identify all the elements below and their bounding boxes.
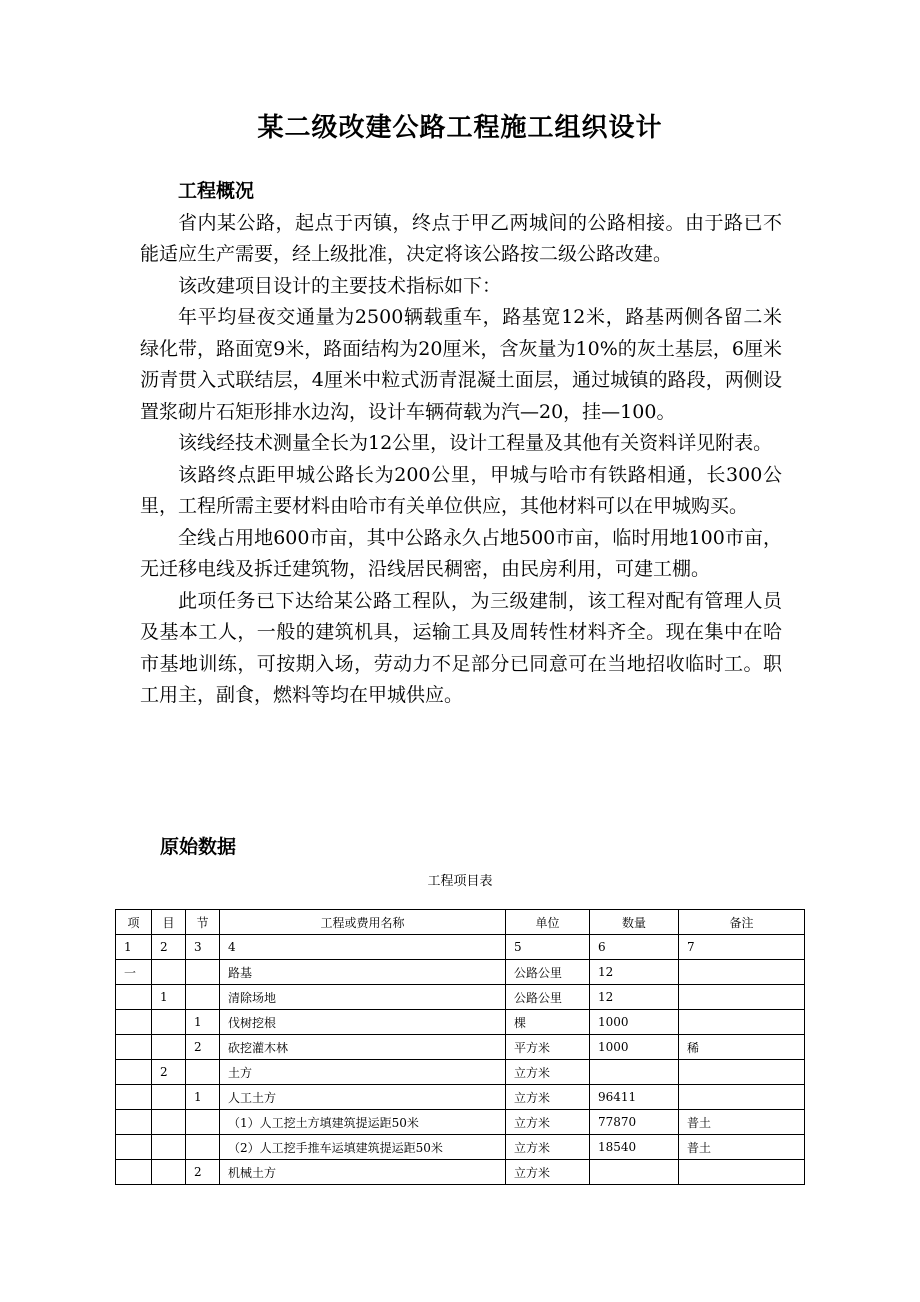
table-row xyxy=(116,1110,805,1135)
project-table xyxy=(115,909,805,1185)
paragraph: 该线经技术测量全长为12公里，设计工程量及其他有关资料详见附表。 xyxy=(178,432,773,454)
table-cell: 立方米 xyxy=(506,1160,590,1185)
table-row xyxy=(116,1135,805,1160)
table-cell: 12 xyxy=(590,985,679,1010)
table-cell: 清除场地 xyxy=(220,985,506,1010)
table-cell xyxy=(679,985,805,1010)
table-cell: （1）人工挖土方填建筑提运距50米 xyxy=(220,1110,506,1135)
table-cell xyxy=(679,1060,805,1085)
table-cell: 3 xyxy=(186,935,220,960)
table-cell xyxy=(116,1010,152,1035)
table-cell xyxy=(152,1160,186,1185)
table-cell: 普土 xyxy=(679,1110,805,1135)
table-cell: 2 xyxy=(152,1060,186,1085)
paragraph: 年平均昼夜交通量为2500辆载重车，路基宽12米，路基两侧各留二米绿化带，路面宽9米，路面结构为20厘米，含灰量为10%的灰土基层，6厘米沥青贯入式联结层，4厘米中粒式沥青混凝土面层，通过城镇的路段，两侧设置浆砌片石矩形排水边沟，设计车辆荷载为汽—20，挂—100。 xyxy=(140,306,782,423)
table-row xyxy=(116,1060,805,1085)
table-cell: 土方 xyxy=(220,1060,506,1085)
table-row xyxy=(116,1010,805,1035)
table-cell: 77870 xyxy=(590,1110,679,1135)
table-cell: 立方米 xyxy=(506,1110,590,1135)
table-cell xyxy=(116,1135,152,1160)
table-cell: 稀 xyxy=(679,1035,805,1060)
table-cell: 7 xyxy=(679,935,805,960)
document-title: 某二级改建公路工程施工组织设计 xyxy=(257,113,663,143)
table-cell: 一 xyxy=(116,960,152,985)
paragraph: 该改建项目设计的主要技术指标如下： xyxy=(178,274,502,297)
table-cell xyxy=(679,960,805,985)
table-cell xyxy=(116,1160,152,1185)
table-row xyxy=(116,935,805,960)
table-cell: 棵 xyxy=(506,1010,590,1035)
overview-heading: 工程概况 xyxy=(178,180,255,202)
table-cell xyxy=(186,985,220,1010)
table-cell: 人工土方 xyxy=(220,1085,506,1110)
table-cell: 1 xyxy=(186,1010,220,1035)
table-row xyxy=(116,985,805,1010)
paragraph: 此项任务已下达给某公路工程队，为三级建制，该工程对配有管理人员及基本工人，一般的建筑机具，运输工具及周转性材料齐全。现在集中在哈市基地训练，可按期入场，劳动力不足部分已同意可在当地招收临时工。职工用主，副食，燃料等均在甲城供应。 xyxy=(140,589,782,706)
document-body xyxy=(140,176,782,712)
table-cell: 砍挖灌木林 xyxy=(220,1035,506,1060)
table-cell: 6 xyxy=(590,935,679,960)
table-caption: 工程项目表 xyxy=(427,874,493,889)
table-cell: 1 xyxy=(116,935,152,960)
table-cell xyxy=(679,1160,805,1185)
table-cell: 2 xyxy=(152,935,186,960)
header-cell: 工程或费用名称 xyxy=(220,910,506,935)
table-cell xyxy=(152,960,186,985)
table-cell xyxy=(186,1110,220,1135)
table-cell xyxy=(152,1110,186,1135)
table-cell: （2）人工挖手推车运填建筑提运距50米 xyxy=(220,1135,506,1160)
header-cell: 项 xyxy=(116,910,152,935)
table-cell xyxy=(116,1035,152,1060)
table-cell: 平方米 xyxy=(506,1035,590,1060)
table-cell xyxy=(186,1060,220,1085)
table-header-row xyxy=(116,910,805,935)
table-cell xyxy=(152,1135,186,1160)
table-cell: 立方米 xyxy=(506,1085,590,1110)
paragraph: 该路终点距甲城公路长为200公里，甲城与哈市有铁路相通，长300公里，工程所需主要材料由哈市有关单位供应，其他材料可以在甲城购买。 xyxy=(140,463,782,517)
table-cell: 5 xyxy=(506,935,590,960)
table-row xyxy=(116,960,805,985)
table-row xyxy=(116,1160,805,1185)
table-cell xyxy=(152,1085,186,1110)
table-cell: 公路公里 xyxy=(506,960,590,985)
table-cell: 伐树挖根 xyxy=(220,1010,506,1035)
header-cell: 单位 xyxy=(506,910,590,935)
table-cell xyxy=(152,1010,186,1035)
table-cell: 2 xyxy=(186,1160,220,1185)
table-row xyxy=(116,1035,805,1060)
table-cell xyxy=(590,1160,679,1185)
table-cell: 1 xyxy=(152,985,186,1010)
table-cell xyxy=(186,1135,220,1160)
table-cell: 4 xyxy=(220,935,506,960)
paragraph: 省内某公路，起点于丙镇，终点于甲乙两城间的公路相接。由于路已不能适应生产需要，经上级批准，决定将该公路按二级公路改建。 xyxy=(140,211,782,265)
table-cell: 12 xyxy=(590,960,679,985)
table-cell xyxy=(116,1110,152,1135)
table-cell xyxy=(590,1060,679,1085)
table-cell xyxy=(152,1035,186,1060)
header-cell: 节 xyxy=(186,910,220,935)
table-cell xyxy=(116,985,152,1010)
table-cell xyxy=(186,960,220,985)
header-cell: 数量 xyxy=(590,910,679,935)
paragraph: 全线占用地600市亩，其中公路永久占地500市亩，临时用地100市亩，无迁移电线及拆迁建筑物，沿线居民稠密，由民房利用，可建工棚。 xyxy=(140,526,782,580)
table-cell: 路基 xyxy=(220,960,506,985)
table-cell: 2 xyxy=(186,1035,220,1060)
table-cell: 1 xyxy=(186,1085,220,1110)
table-cell: 普土 xyxy=(679,1135,805,1160)
table-cell xyxy=(116,1060,152,1085)
header-cell: 目 xyxy=(152,910,186,935)
table-cell xyxy=(679,1085,805,1110)
table-cell: 1000 xyxy=(590,1035,679,1060)
table-row xyxy=(116,1085,805,1110)
table-cell xyxy=(116,1085,152,1110)
table-cell: 18540 xyxy=(590,1135,679,1160)
header-cell: 备注 xyxy=(679,910,805,935)
raw-data-heading: 原始数据 xyxy=(160,836,237,858)
table-cell: 机械土方 xyxy=(220,1160,506,1185)
table-cell: 公路公里 xyxy=(506,985,590,1010)
table-cell: 1000 xyxy=(590,1010,679,1035)
table-cell: 立方米 xyxy=(506,1060,590,1085)
table-cell: 96411 xyxy=(590,1085,679,1110)
table-cell: 立方米 xyxy=(506,1135,590,1160)
table-cell xyxy=(679,1010,805,1035)
